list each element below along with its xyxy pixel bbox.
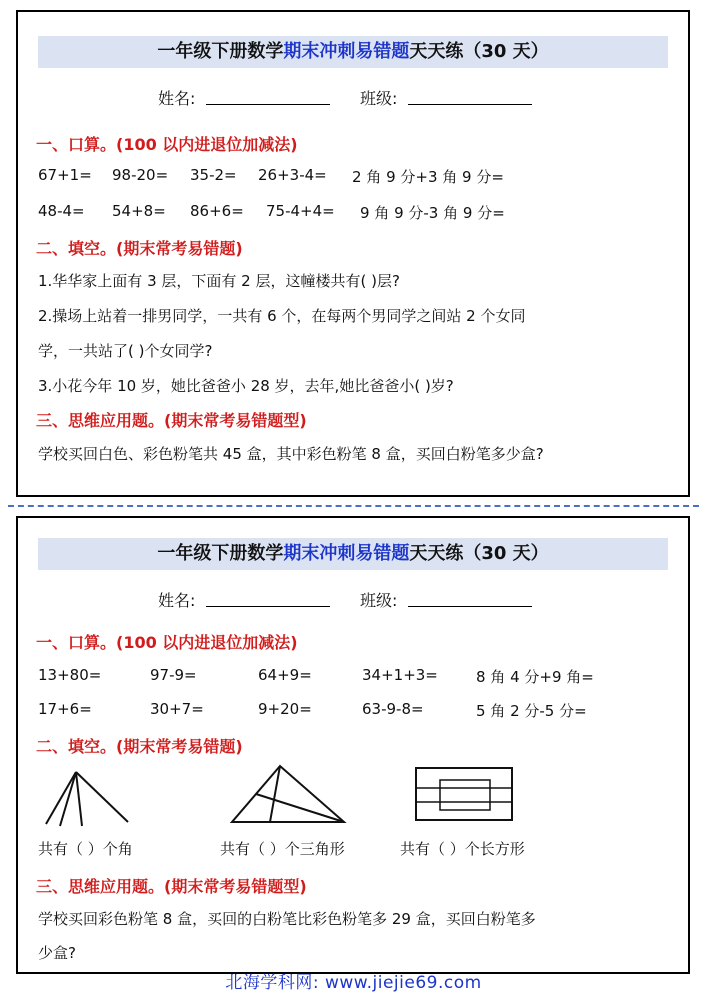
name-class-row <box>18 86 688 112</box>
calc-item: 64+9= <box>258 666 312 684</box>
section-heading-fill-in: 二、填空。(期末常考易错题) <box>36 737 243 756</box>
angles-figure <box>42 766 142 828</box>
calc-item: 8 角 4 分+9 角= <box>476 668 594 686</box>
calc-item: 54+8= <box>112 202 166 220</box>
word-problem-line-1: 学校买回彩色粉笔 8 盒，买回的白粉笔比彩色粉笔多 29 盒，买回白粉笔多 <box>38 910 536 928</box>
triangles-figure <box>222 762 352 828</box>
calc-item: 97-9= <box>150 666 197 684</box>
count-angles-question: 共有（ ）个角 <box>38 840 133 858</box>
class-label: 班级: <box>360 89 398 108</box>
section-heading-word-problem: 三、思维应用题。(期末常考易错题型) <box>36 411 307 430</box>
calc-item: 5 角 2 分-5 分= <box>476 702 587 720</box>
name-blank[interactable] <box>206 588 330 607</box>
calc-item: 34+1+3= <box>362 666 438 684</box>
calc-item: 86+6= <box>190 202 244 220</box>
class-blank[interactable] <box>408 86 532 105</box>
calc-item: 30+7= <box>150 700 204 718</box>
count-triangles-question: 共有（ ）个三角形 <box>220 840 345 858</box>
section-heading-mental-math: 一、口算。(100 以内进退位加减法) <box>36 135 298 154</box>
name-label: 姓名: <box>158 591 196 610</box>
rectangles-figure <box>410 762 520 824</box>
calc-item: 67+1= <box>38 166 92 184</box>
calc-item: 63-9-8= <box>362 700 424 718</box>
name-blank[interactable] <box>206 86 330 105</box>
class-label: 班级: <box>360 591 398 610</box>
calc-item: 35-2= <box>190 166 237 184</box>
fill-question-2-line-1: 2.操场上站着一排男同学，一共有 6 个，在每两个男同学之间站 2 个女同 <box>38 307 526 325</box>
title-prefix: 一年级下册数学 <box>157 543 284 564</box>
cut-line-divider <box>8 505 699 507</box>
worksheet-card-1 <box>16 10 690 497</box>
name-label: 姓名: <box>158 89 196 108</box>
calc-item: 26+3-4= <box>258 166 327 184</box>
calc-item: 9 角 9 分-3 角 9 分= <box>360 204 505 222</box>
calc-item: 48-4= <box>38 202 85 220</box>
title-prefix: 一年级下册数学 <box>157 41 284 62</box>
site-footer[interactable]: 北海学科网: www.jiejie69.com <box>225 973 482 993</box>
title-suffix: 天天练（30 天） <box>409 41 549 62</box>
calc-item: 9+20= <box>258 700 312 718</box>
name-class-row <box>18 588 688 614</box>
calc-item: 2 角 9 分+3 角 9 分= <box>352 168 504 186</box>
count-rectangles-question: 共有（ ）个长方形 <box>400 840 525 858</box>
calc-item: 98-20= <box>112 166 169 184</box>
fill-question-1: 1.华华家上面有 3 层，下面有 2 层，这幢楼共有( )层? <box>38 272 400 290</box>
fill-question-2-line-2: 学，一共站了( )个女同学? <box>38 342 213 360</box>
word-problem-1: 学校买回白色、彩色粉笔共 45 盒，其中彩色粉笔 8 盒，买回白粉笔多少盒? <box>38 445 544 463</box>
word-problem-line-2: 少盒? <box>38 944 76 962</box>
section-heading-fill-in: 二、填空。(期末常考易错题) <box>36 239 243 258</box>
class-blank[interactable] <box>408 588 532 607</box>
worksheet-title <box>38 538 668 570</box>
calc-item: 75-4+4= <box>266 202 335 220</box>
section-heading-mental-math: 一、口算。(100 以内进退位加减法) <box>36 633 298 652</box>
title-suffix: 天天练（30 天） <box>409 543 549 564</box>
worksheet-title <box>38 36 668 68</box>
fill-question-3: 3.小花今年 10 岁，她比爸爸小 28 岁，去年,她比爸爸小( )岁? <box>38 377 454 395</box>
section-heading-word-problem: 三、思维应用题。(期末常考易错题型) <box>36 877 307 896</box>
title-highlight: 期末冲刺易错题 <box>283 543 410 564</box>
worksheet-card-2 <box>16 516 690 974</box>
calc-item: 13+80= <box>38 666 102 684</box>
calc-item: 17+6= <box>38 700 92 718</box>
title-highlight: 期末冲刺易错题 <box>283 41 410 62</box>
